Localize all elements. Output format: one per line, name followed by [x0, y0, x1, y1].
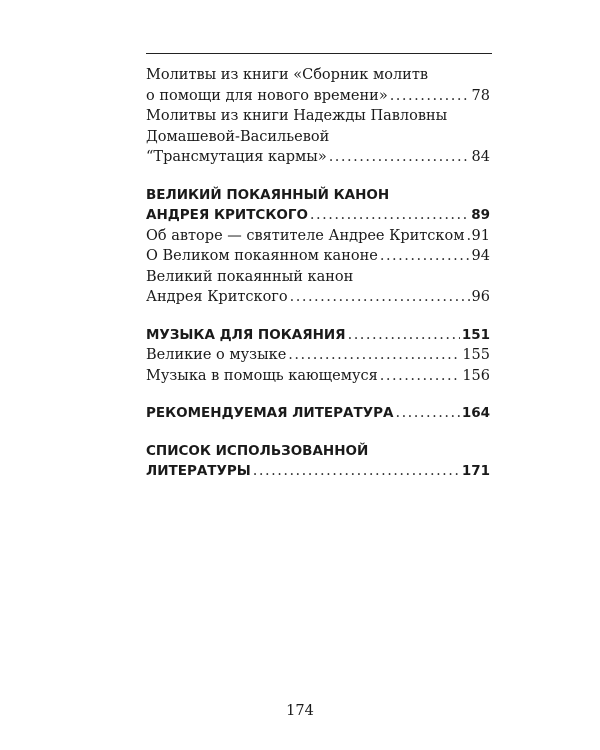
toc-entry[interactable]: [146, 106, 490, 168]
toc-entry-line: [146, 65, 490, 86]
toc-page-number: 78: [471, 87, 490, 104]
toc-entry-line: [146, 185, 490, 206]
toc-entry-line: [146, 267, 490, 288]
toc-page-number: 151: [461, 326, 490, 343]
toc-entry-line: [146, 366, 490, 387]
section-gap: [146, 424, 490, 441]
toc-page-number: 96: [471, 289, 490, 305]
toc-entry-title: Великие о музыке: [146, 347, 287, 363]
toc-page-number: 156: [462, 367, 490, 384]
header-rule: [146, 53, 492, 54]
dot-leader: [467, 226, 470, 247]
toc-entry[interactable]: [146, 366, 490, 387]
dot-leader: [253, 461, 460, 482]
toc-section-heading[interactable]: [146, 403, 490, 424]
dot-leader: [288, 345, 460, 366]
toc-entry[interactable]: [146, 246, 490, 267]
toc-page-number: 91: [471, 227, 490, 244]
toc-page-number: 171: [461, 463, 490, 479]
section-gap: [146, 308, 490, 325]
toc-page-number: 84: [471, 149, 490, 165]
toc-entry-line: [146, 226, 490, 247]
dot-leader: [348, 325, 460, 346]
toc-entry-line: [146, 441, 490, 462]
toc-entry-title: Андрея Критского: [146, 289, 288, 305]
toc-entry-line: [146, 127, 490, 148]
toc-entry-line: [146, 86, 490, 107]
toc-page-number: 155: [462, 347, 490, 363]
dot-leader: [395, 403, 459, 424]
toc-page-number: 164: [461, 405, 490, 421]
toc-entry-title: СПИСОК ИСПОЛЬЗОВАННОЙ: [146, 442, 369, 459]
toc-entry-line: [146, 325, 490, 346]
toc-entry-title: Домашевой-Васильевой: [146, 128, 330, 145]
toc-page-number: 89: [471, 207, 490, 223]
toc-section-heading[interactable]: [146, 185, 490, 226]
toc-entry-title: МУЗЫКА ДЛЯ ПОКАЯНИЯ: [146, 326, 346, 343]
dot-leader: [380, 246, 470, 267]
toc-entry-line: [146, 106, 490, 127]
toc-entry[interactable]: [146, 345, 490, 366]
dot-leader: [329, 147, 470, 168]
toc-entry-title: О Великом покаянном каноне: [146, 248, 378, 264]
toc-entry-title: о помощи для нового времени»: [146, 87, 388, 104]
toc-entry-line: [146, 345, 490, 366]
dot-leader: [310, 205, 469, 226]
toc-entry[interactable]: [146, 65, 490, 106]
toc-entry-title: Об авторе — святителе Андрее Критском: [146, 227, 465, 244]
toc-entry[interactable]: [146, 267, 490, 308]
dot-leader: [290, 287, 470, 308]
toc-entry-line: [146, 403, 490, 424]
toc-entry-title: “Трансмутация кармы»: [146, 149, 327, 165]
toc-entry-title: Молитвы из книги «Сборник молитв: [146, 67, 429, 83]
table-of-contents: [146, 65, 490, 482]
toc-section-heading[interactable]: [146, 325, 490, 346]
section-gap: [146, 386, 490, 403]
toc-entry-line: [146, 246, 490, 267]
toc-entry-title: Великий покаянный канон: [146, 268, 354, 285]
toc-entry-title: Молитвы из книги Надежды Павловны: [146, 108, 448, 124]
dot-leader: [380, 366, 461, 387]
page-number: 174: [286, 703, 314, 719]
toc-entry-line: [146, 205, 490, 226]
toc-entry[interactable]: [146, 226, 490, 247]
toc-page-number: 94: [471, 248, 490, 264]
toc-section-heading[interactable]: [146, 441, 490, 482]
toc-entry-line: [146, 287, 490, 308]
toc-entry-title: АНДРЕЯ КРИТСКОГО: [146, 207, 308, 223]
toc-entry-title: РЕКОМЕНДУЕМАЯ ЛИТЕРАТУРА: [146, 405, 394, 421]
section-gap: [146, 168, 490, 185]
toc-entry-title: Музыка в помощь кающемуся: [146, 367, 378, 384]
toc-entry-line: [146, 147, 490, 168]
toc-entry-title: ЛИТЕРАТУРЫ: [146, 463, 251, 479]
toc-entry-line: [146, 461, 490, 482]
dot-leader: [390, 86, 470, 107]
toc-entry-title: ВЕЛИКИЙ ПОКАЯННЫЙ КАНОН: [146, 186, 390, 203]
